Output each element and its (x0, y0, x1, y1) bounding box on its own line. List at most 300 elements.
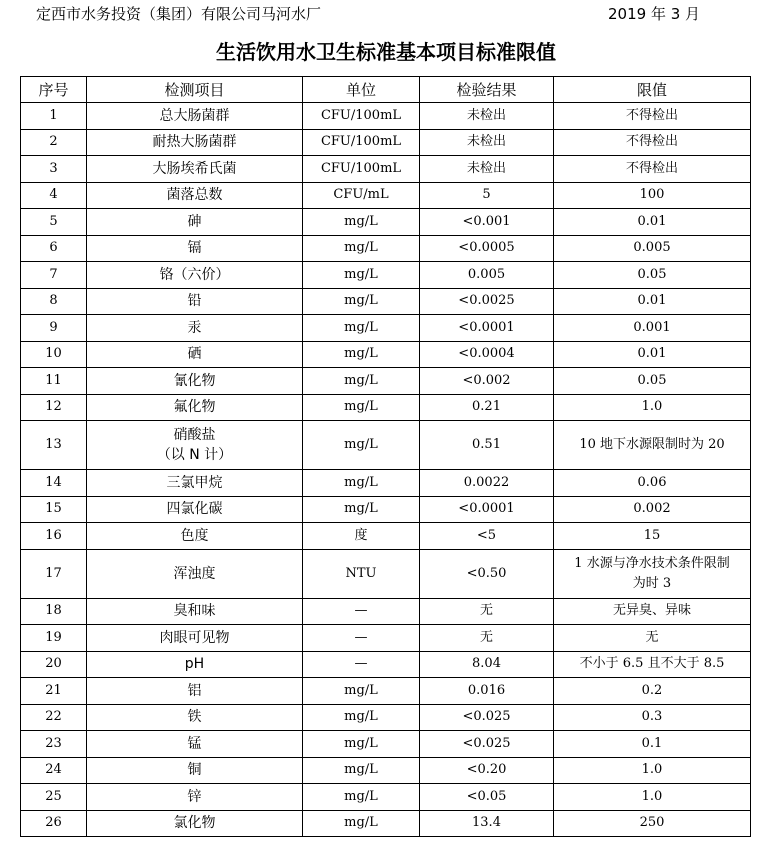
cell-result-text: 13.4 (472, 815, 501, 831)
table-row (21, 549, 751, 598)
cell-limit-text: 不得检出 (625, 160, 678, 176)
column-header-no: 序号 (21, 77, 87, 103)
cell-limit (554, 523, 751, 550)
table-row (21, 523, 751, 550)
cell-item (87, 394, 303, 421)
cell-no (21, 103, 87, 130)
document-header (0, 0, 772, 26)
cell-unit-text: CFU/100mL (320, 107, 402, 123)
cell-item (87, 704, 303, 731)
report-date: 2019 年 3 月 (608, 5, 701, 23)
cell-item-text: 菌落总数 (166, 187, 223, 204)
cell-item-text-line2: （以 N 计） (156, 447, 233, 463)
cell-result-text: <0.025 (462, 735, 511, 751)
table-row (21, 421, 751, 470)
cell-limit (554, 470, 751, 497)
cell-result (420, 394, 554, 421)
cell-result (420, 784, 554, 811)
cell-result (420, 182, 554, 209)
cell-result-text: <0.20 (466, 762, 507, 778)
cell-no-text: 13 (45, 437, 62, 452)
cell-no (21, 731, 87, 758)
standards-table (20, 76, 751, 837)
cell-limit (554, 678, 751, 705)
cell-no-text: 24 (45, 762, 62, 778)
cell-result (420, 470, 554, 497)
cell-no-text: 14 (45, 474, 62, 490)
cell-no-text: 25 (45, 788, 62, 804)
cell-limit-text: 1.0 (641, 399, 663, 415)
cell-limit-text: 不小于 6.5 且不大于 8.5 (579, 656, 725, 672)
cell-limit-text: 15 (643, 527, 661, 543)
cell-unit-text: CFU/100mL (320, 160, 402, 176)
cell-result-text: 0.005 (467, 266, 506, 282)
table-row (21, 129, 751, 156)
cell-result (420, 731, 554, 758)
cell-item (87, 103, 303, 130)
cell-item (87, 523, 303, 550)
table-row (21, 235, 751, 262)
cell-limit-text: 无 (645, 629, 659, 645)
cell-limit-text: 0.3 (641, 709, 663, 725)
cell-no-text: 2 (49, 134, 58, 150)
cell-result (420, 156, 554, 183)
cell-no-text: 5 (49, 213, 58, 229)
column-header-unit: 单位 (303, 77, 420, 103)
cell-no (21, 315, 87, 342)
cell-result (420, 235, 554, 262)
cell-unit (303, 103, 420, 130)
cell-no (21, 757, 87, 784)
cell-limit (554, 209, 751, 236)
cell-unit (303, 421, 420, 470)
cell-item (87, 784, 303, 811)
cell-item-text: 锰 (187, 735, 202, 752)
cell-limit (554, 810, 751, 837)
cell-unit (303, 235, 420, 262)
cell-result (420, 523, 554, 550)
cell-unit (303, 651, 420, 678)
cell-item-text: 耐热大肠菌群 (152, 134, 237, 151)
cell-unit (303, 598, 420, 625)
cell-unit-text: mg/L (344, 815, 378, 831)
column-header-item: 检测项目 (87, 77, 303, 103)
cell-result-text: <0.002 (462, 372, 511, 388)
cell-result (420, 496, 554, 523)
cell-unit-text: mg/L (344, 319, 378, 335)
table-row (21, 651, 751, 678)
cell-result-text: 0.0022 (463, 474, 510, 490)
cell-no-text: 18 (45, 603, 62, 619)
cell-no-text: 6 (49, 240, 58, 256)
cell-limit-text: 0.06 (637, 474, 667, 490)
table-row (21, 103, 751, 130)
cell-unit (303, 549, 420, 598)
table-row (21, 182, 751, 209)
cell-unit-text: mg/L (344, 266, 378, 282)
cell-limit (554, 315, 751, 342)
cell-result (420, 421, 554, 470)
page-title: 生活饮用水卫生标准基本项目标准限值 (216, 40, 556, 64)
cell-no-text: 1 (49, 107, 58, 123)
cell-item (87, 810, 303, 837)
table-row (21, 757, 751, 784)
cell-result (420, 704, 554, 731)
cell-unit (303, 315, 420, 342)
cell-no (21, 598, 87, 625)
cell-result-text: 未检出 (466, 107, 506, 123)
cell-limit-text: 0.05 (637, 266, 667, 282)
cell-limit-text: 0.001 (633, 319, 671, 335)
cell-item-text: 肉眼可见物 (159, 629, 230, 646)
cell-result-text: 0.016 (467, 682, 506, 698)
cell-unit (303, 182, 420, 209)
cell-item-text: 铅 (187, 293, 202, 310)
cell-limit-text: 0.01 (637, 213, 667, 229)
cell-no (21, 262, 87, 289)
cell-item-text: 砷 (187, 213, 202, 230)
cell-limit-text: 0.01 (637, 293, 667, 309)
cell-unit (303, 496, 420, 523)
cell-limit (554, 262, 751, 289)
cell-result-text: <0.0004 (458, 346, 515, 362)
cell-no (21, 129, 87, 156)
cell-unit (303, 784, 420, 811)
cell-item (87, 262, 303, 289)
cell-result (420, 810, 554, 837)
cell-result-text: 5 (482, 187, 491, 203)
cell-item (87, 421, 303, 470)
table-row (21, 341, 751, 368)
cell-no (21, 368, 87, 395)
cell-unit-text: mg/L (344, 372, 378, 388)
column-header-limit: 限值 (554, 77, 751, 103)
cell-limit-text-line2: 为时 3 (632, 575, 672, 591)
cell-limit-text: 0.002 (633, 501, 671, 517)
cell-item (87, 288, 303, 315)
cell-no-text: 23 (45, 735, 62, 751)
table-header-row (21, 77, 751, 103)
organization-name: 定西市水务投资（集团）有限公司马河水厂 (36, 5, 322, 23)
table-row (21, 209, 751, 236)
cell-limit-text: 无异臭、异味 (612, 603, 691, 619)
cell-no (21, 810, 87, 837)
cell-result (420, 341, 554, 368)
table-row (21, 368, 751, 395)
cell-unit-text: mg/L (344, 735, 378, 751)
cell-unit-text: NTU (345, 565, 377, 581)
cell-limit-text: 10 地下水源限制时为 20 (579, 437, 725, 452)
cell-no-text: 8 (49, 293, 58, 309)
table-row (21, 678, 751, 705)
cell-no (21, 523, 87, 550)
cell-item-text: 锌 (187, 788, 202, 805)
cell-no-text: 21 (45, 682, 62, 698)
cell-result (420, 129, 554, 156)
cell-result (420, 598, 554, 625)
cell-limit-text: 0.2 (641, 682, 663, 698)
cell-limit-text: 1.0 (641, 788, 663, 804)
table-row (21, 156, 751, 183)
cell-no (21, 182, 87, 209)
cell-unit-text: mg/L (344, 399, 378, 415)
cell-limit (554, 421, 751, 470)
table-row (21, 784, 751, 811)
cell-unit (303, 810, 420, 837)
cell-item (87, 470, 303, 497)
cell-result (420, 315, 554, 342)
cell-limit (554, 368, 751, 395)
cell-result (420, 262, 554, 289)
cell-result-text: 8.04 (472, 656, 501, 672)
cell-no-text: 11 (45, 372, 62, 388)
cell-unit-text: — (354, 629, 368, 645)
cell-item-text: 色度 (180, 527, 209, 544)
cell-result-text: <0.05 (466, 788, 507, 804)
cell-limit (554, 704, 751, 731)
cell-limit (554, 549, 751, 598)
cell-item (87, 368, 303, 395)
cell-item (87, 156, 303, 183)
cell-no (21, 784, 87, 811)
cell-unit (303, 704, 420, 731)
cell-unit (303, 678, 420, 705)
cell-item (87, 129, 303, 156)
cell-item-text: 铬（六价） (159, 266, 230, 283)
cell-no-text: 12 (45, 399, 62, 415)
cell-no (21, 678, 87, 705)
cell-no (21, 209, 87, 236)
cell-item (87, 315, 303, 342)
cell-unit (303, 368, 420, 395)
cell-limit-text: 100 (639, 187, 665, 203)
cell-unit-text: mg/L (344, 788, 378, 804)
cell-item-text: 总大肠菌群 (159, 107, 230, 124)
cell-result-text: <0.001 (462, 213, 511, 229)
cell-no (21, 235, 87, 262)
cell-result (420, 757, 554, 784)
cell-item (87, 235, 303, 262)
cell-result (420, 625, 554, 652)
cell-result-text: 未检出 (466, 134, 506, 150)
cell-unit (303, 129, 420, 156)
cell-unit-text: mg/L (344, 240, 378, 256)
cell-item (87, 341, 303, 368)
cell-item (87, 757, 303, 784)
cell-result-text: <0.0001 (458, 319, 515, 335)
table-row (21, 394, 751, 421)
cell-result-text: <0.0001 (458, 501, 515, 517)
cell-item-text: 浑浊度 (173, 565, 216, 582)
cell-limit-text: 1 水源与净水技术条件限制 (574, 555, 730, 571)
cell-item-text: 铝 (187, 682, 202, 699)
table-row (21, 598, 751, 625)
cell-no (21, 625, 87, 652)
cell-unit (303, 625, 420, 652)
cell-limit-text: 0.05 (637, 372, 667, 388)
cell-unit-text: mg/L (344, 762, 378, 778)
table-row (21, 625, 751, 652)
cell-result-text: <0.0025 (458, 293, 515, 309)
cell-item-text: 汞 (187, 319, 202, 336)
cell-no-text: 26 (45, 815, 62, 831)
cell-no (21, 421, 87, 470)
cell-unit-text: CFU/100mL (320, 134, 402, 150)
cell-item (87, 496, 303, 523)
cell-no (21, 288, 87, 315)
cell-no-text: 10 (45, 346, 62, 362)
cell-item-text: 镉 (187, 240, 202, 257)
column-header-result: 检验结果 (420, 77, 554, 103)
cell-unit (303, 156, 420, 183)
cell-result-text: <5 (476, 527, 497, 543)
cell-item-text: pH (184, 656, 205, 673)
cell-limit (554, 625, 751, 652)
cell-item-text: 三氯甲烷 (166, 474, 223, 491)
cell-no (21, 704, 87, 731)
cell-item-text: 四氯化碳 (166, 501, 223, 518)
cell-item-text: 铜 (187, 762, 202, 779)
cell-unit (303, 288, 420, 315)
cell-limit (554, 103, 751, 130)
cell-no-text: 17 (45, 565, 62, 581)
cell-item-text: 硝酸盐 (173, 427, 216, 443)
cell-unit-text: 度 (354, 527, 368, 543)
cell-item (87, 182, 303, 209)
cell-result-text: 无 (479, 603, 493, 619)
cell-no-text: 19 (45, 629, 62, 645)
cell-limit (554, 341, 751, 368)
cell-result-text: 无 (479, 629, 493, 645)
cell-result (420, 368, 554, 395)
cell-unit-text: — (354, 603, 368, 619)
cell-item-text: 硒 (187, 346, 202, 363)
cell-no-text: 3 (49, 160, 58, 176)
cell-unit (303, 470, 420, 497)
cell-unit-text: mg/L (344, 474, 378, 490)
cell-limit (554, 784, 751, 811)
cell-no-text: 22 (45, 709, 62, 725)
cell-limit (554, 129, 751, 156)
cell-no-text: 15 (45, 501, 62, 517)
table-row (21, 731, 751, 758)
cell-no (21, 394, 87, 421)
cell-result (420, 678, 554, 705)
cell-no (21, 470, 87, 497)
cell-unit-text: CFU/mL (333, 187, 389, 203)
cell-limit (554, 598, 751, 625)
table-row (21, 470, 751, 497)
cell-no (21, 549, 87, 598)
cell-unit-text: mg/L (344, 213, 378, 229)
cell-limit (554, 394, 751, 421)
cell-unit (303, 731, 420, 758)
cell-limit-text: 0.1 (641, 735, 663, 751)
cell-unit (303, 341, 420, 368)
table-row (21, 315, 751, 342)
cell-unit (303, 262, 420, 289)
cell-result-text: 0.21 (472, 399, 501, 415)
cell-result (420, 549, 554, 598)
cell-limit-text: 不得检出 (625, 134, 678, 150)
cell-item-text: 大肠埃希氏菌 (152, 160, 237, 177)
cell-no-text: 20 (45, 656, 62, 672)
cell-unit-text: mg/L (344, 682, 378, 698)
cell-no (21, 651, 87, 678)
cell-result-text: 未检出 (466, 160, 506, 176)
cell-item (87, 598, 303, 625)
cell-limit (554, 288, 751, 315)
cell-item-text: 氟化物 (173, 399, 216, 416)
cell-no-text: 16 (45, 527, 62, 543)
cell-unit (303, 523, 420, 550)
cell-result-text: <0.50 (466, 565, 507, 581)
cell-limit (554, 731, 751, 758)
table-row (21, 704, 751, 731)
table-row (21, 288, 751, 315)
cell-result (420, 103, 554, 130)
cell-limit (554, 156, 751, 183)
cell-unit-text: mg/L (344, 346, 378, 362)
cell-item-text: 氯化物 (173, 815, 216, 832)
cell-no-text: 4 (49, 187, 58, 203)
cell-item (87, 625, 303, 652)
cell-no (21, 341, 87, 368)
cell-limit (554, 757, 751, 784)
cell-item-text: 臭和味 (173, 603, 216, 620)
cell-limit-text: 1.0 (641, 762, 663, 778)
cell-limit (554, 496, 751, 523)
cell-limit-text: 0.01 (637, 346, 667, 362)
cell-limit-text: 0.005 (633, 240, 671, 256)
cell-limit-text: 不得检出 (625, 107, 678, 123)
table-row (21, 496, 751, 523)
cell-result (420, 209, 554, 236)
cell-result (420, 651, 554, 678)
cell-result-text: <0.0005 (458, 240, 515, 256)
cell-unit-text: — (354, 656, 368, 672)
cell-item (87, 731, 303, 758)
cell-unit-text: mg/L (344, 709, 378, 725)
cell-no (21, 156, 87, 183)
cell-unit (303, 757, 420, 784)
cell-limit (554, 182, 751, 209)
cell-limit (554, 235, 751, 262)
cell-unit (303, 394, 420, 421)
cell-item (87, 651, 303, 678)
cell-unit-text: mg/L (344, 293, 378, 309)
cell-item-text: 氰化物 (173, 372, 216, 389)
cell-limit-text: 250 (639, 815, 665, 831)
cell-limit (554, 651, 751, 678)
cell-item (87, 209, 303, 236)
table-row (21, 810, 751, 837)
cell-unit (303, 209, 420, 236)
table-row (21, 262, 751, 289)
cell-item-text: 铁 (187, 709, 202, 726)
cell-no-text: 9 (49, 319, 58, 335)
cell-item (87, 678, 303, 705)
cell-unit-text: mg/L (344, 501, 378, 517)
cell-result (420, 288, 554, 315)
table-body (21, 103, 751, 837)
cell-result-text: <0.025 (462, 709, 511, 725)
cell-result-text: 0.51 (472, 437, 501, 452)
cell-item (87, 549, 303, 598)
cell-no (21, 496, 87, 523)
cell-unit-text: mg/L (344, 437, 378, 452)
cell-no-text: 7 (49, 266, 58, 282)
